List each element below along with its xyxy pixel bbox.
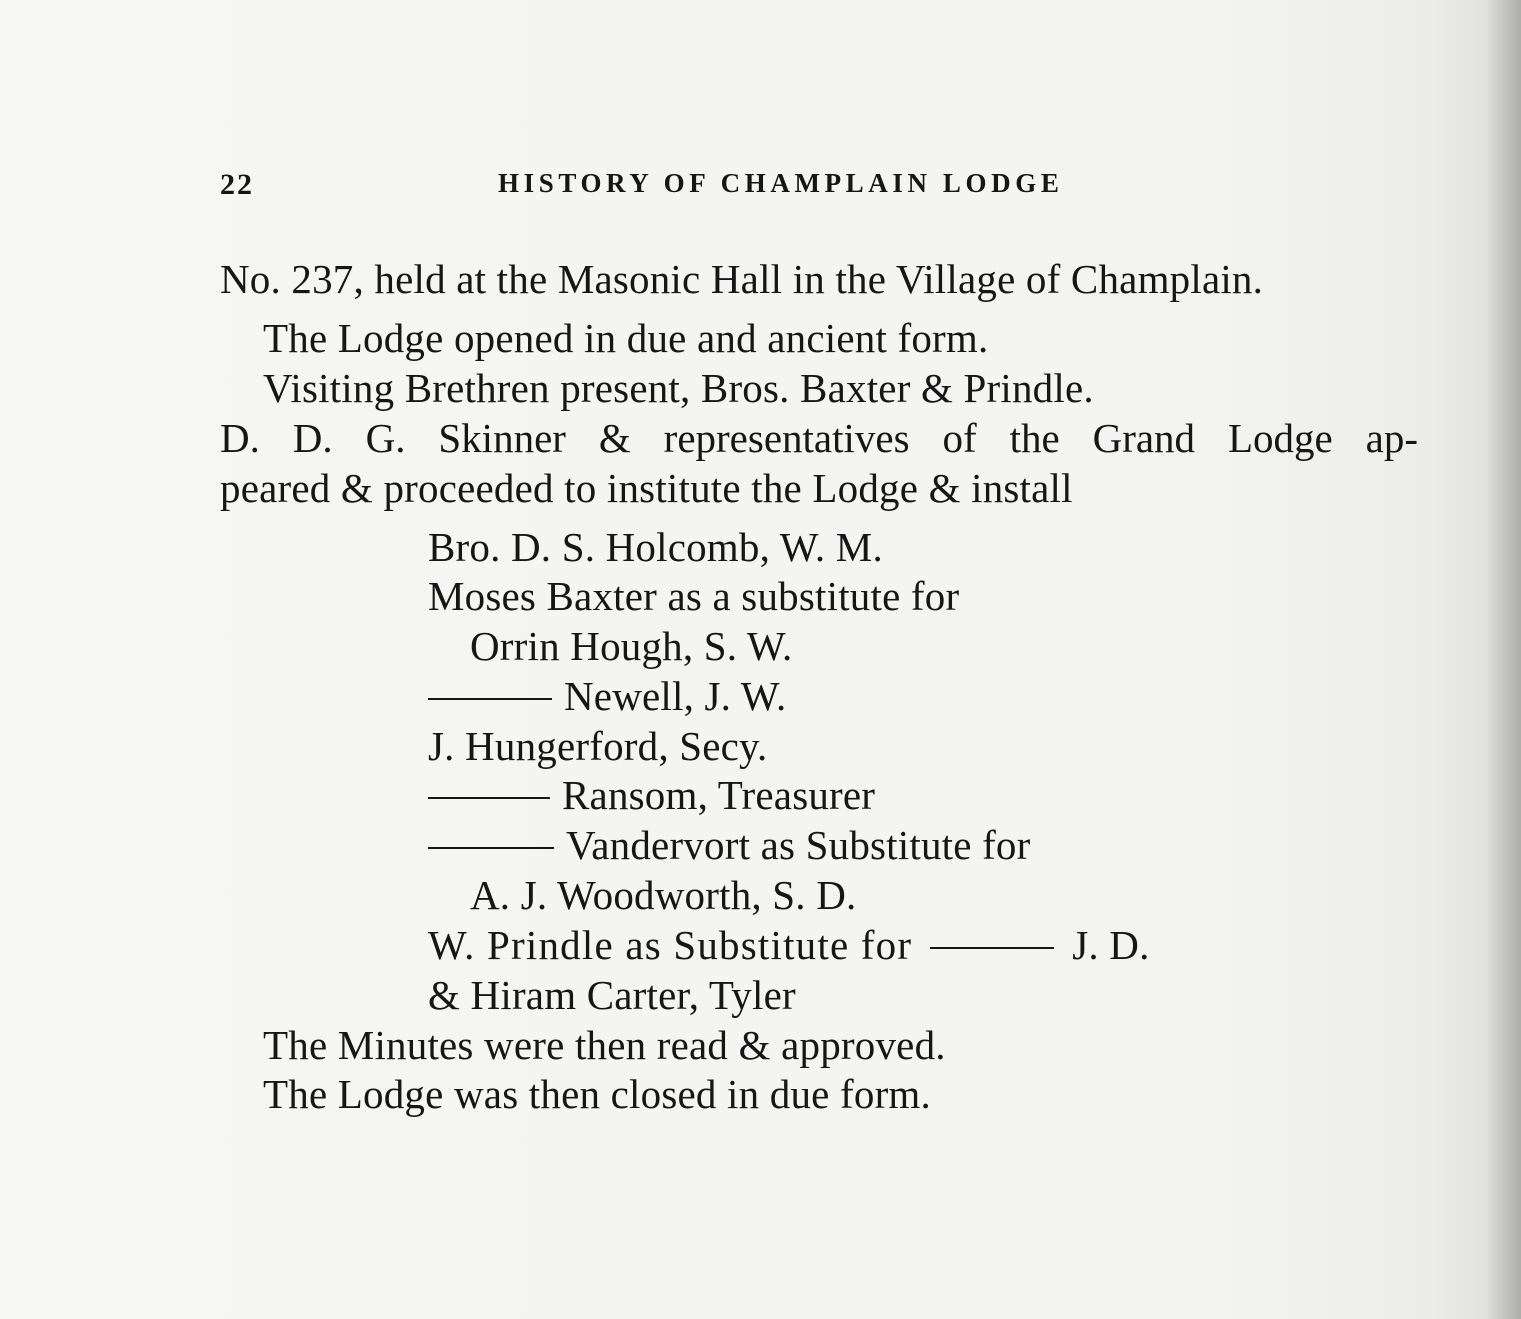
body-line-2: The Lodge opened in due and ancient form. [263,315,989,361]
officer-line-1: Bro. D. S. Holcomb, W. M. [428,524,883,570]
officer-line-7 [428,821,1031,869]
blank-name-dash [428,698,552,700]
page-header [0,168,1521,208]
closing-line-2: The Lodge was then closed in due form. [263,1071,931,1117]
officer-line-4 [428,672,786,720]
body-line-4: D. D. G. Skinner & representatives of the Grand Lodge ap- [220,415,1418,461]
body-line-3: Visiting Brethren present, Bros. Baxter & Prindle. [263,365,1094,411]
blank-name-dash [428,847,554,849]
body-line-1: No. 237, held at the Masonic Hall in the Village of Champlain. [220,256,1264,302]
officer-line-8: A. J. Woodworth, S. D. [470,872,857,918]
officer-line-3: Orrin Hough, S. W. [470,623,793,669]
officer-line-5: J. Hungerford, Secy. [428,723,768,769]
closing-line-1: The Minutes were then read & approved. [263,1022,946,1068]
officer-line-9 [428,921,1150,969]
running-title: HISTORY OF CHAMPLAIN LODGE [498,168,1064,198]
blank-name-dash [428,797,550,799]
officer-text: W. Prindle as Substitute for [428,922,913,968]
blank-name-dash [930,947,1054,949]
officer-text: Ransom, Treasurer [562,772,876,818]
officer-text: J. D. [1072,922,1150,968]
officer-line-2: Moses Baxter as a substitute for [428,573,960,619]
officer-line-10: & Hiram Carter, Tyler [428,972,796,1018]
officer-line-6 [428,771,875,819]
body-line-5: peared & proceeded to institute the Lodge & install [220,465,1073,511]
page-number: 22 [220,168,254,201]
officer-text: Vandervort as Substitute for [566,822,1031,868]
officer-text: Newell, J. W. [564,673,787,719]
